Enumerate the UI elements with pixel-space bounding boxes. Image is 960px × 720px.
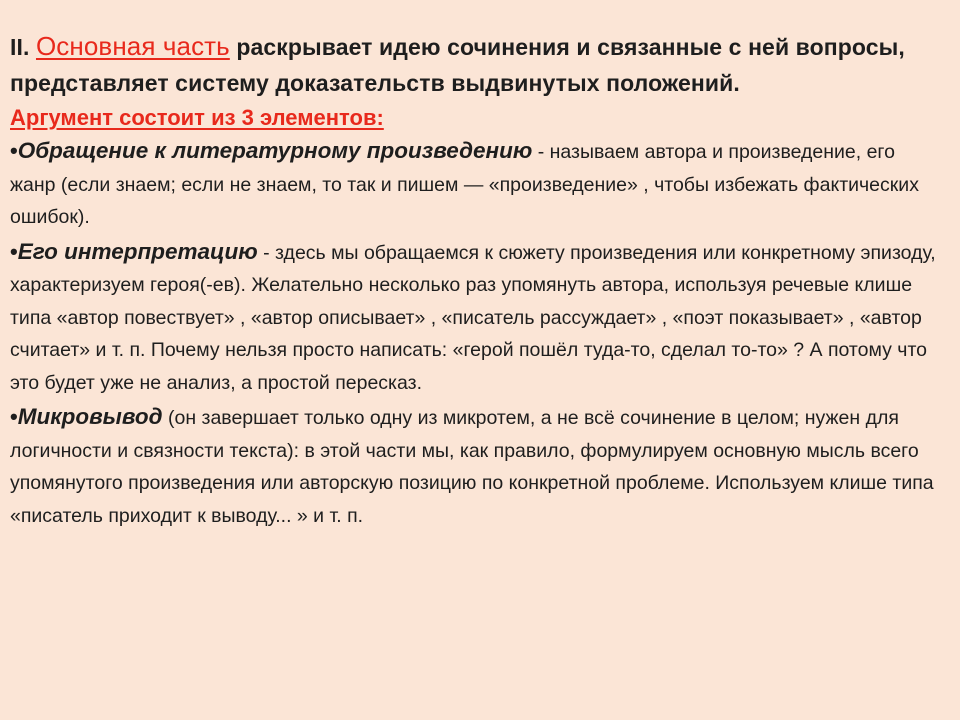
bullet-item-reference: [10, 135, 940, 234]
bullet-term: Микровывод: [17, 404, 163, 429]
heading-description: раскрывает идею сочинения и связанные с ней вопросы, представляет систему доказательств выдвинутых положений.: [10, 34, 905, 96]
bullet-term: Обращение к литературному произведению: [17, 138, 533, 163]
bullet-item-conclusion: [10, 401, 940, 532]
bullet-marker: •: [10, 238, 18, 264]
bullet-marker: •: [10, 138, 18, 163]
section-heading: [10, 28, 940, 101]
part-title: Основная часть: [35, 31, 230, 61]
bullet-text: - называем автора и произведение, его жанр (если знаем; если не знаем, то так и пишем — «произведение» , чтобы избежать фактических ошибок).: [10, 141, 919, 228]
bullet-item-interpretation: [10, 236, 940, 400]
arguments-title: Аргумент состоит из 3 элементов:: [10, 105, 384, 130]
bullet-text: - здесь мы обращаемся к сюжету произведения или конкретному эпизоду, характеризуем героя(-ев). Желательно несколько раз упомянуть автора, используя речевые клише типа «автор повествует» , «автор описывает» , «писатель рассуждает» , «поэт показывает» , «автор считает» и т. п. Почему нельзя просто написать: «герой пошёл туда-то, сделал то-то» ? А потому что это будет уже не анализ, а простой пересказ.: [10, 241, 936, 394]
bullet-marker: •: [10, 404, 18, 429]
bullet-term: Его интерпретацию: [17, 238, 258, 264]
section-numeral: II.: [10, 34, 30, 60]
bullet-text: (он завершает только одну из микротем, а не всё сочинение в целом; нужен для логичности и связности текста): в этой части мы, как правило, формулируем основную мысль всего упомянутого произведения или авторскую позицию по конкретной проблеме. Используем клише типа «писатель приходит к выводу... » и т. п.: [10, 407, 934, 527]
